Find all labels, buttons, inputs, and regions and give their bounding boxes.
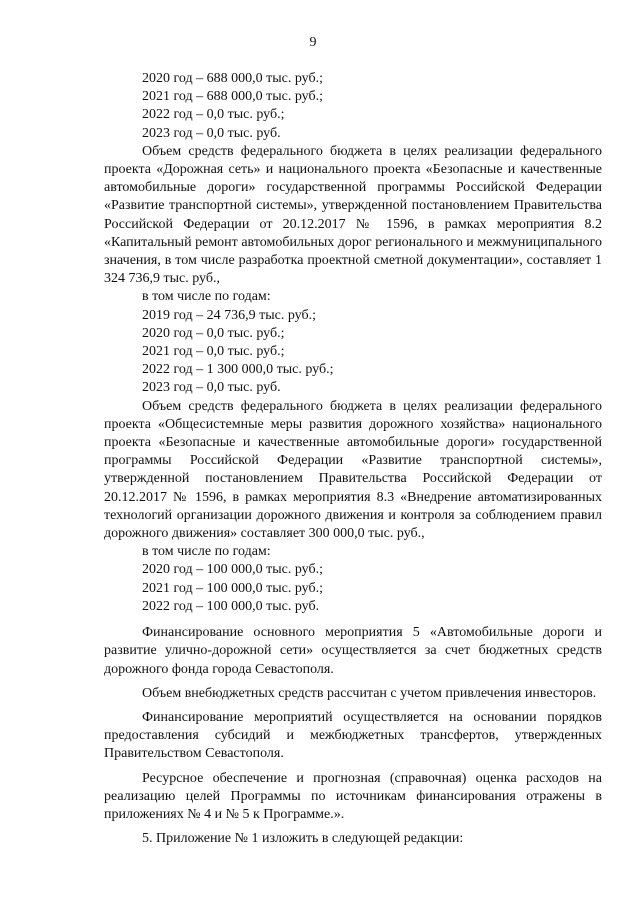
year-line: 2021 год – 688 000,0 тыс. руб.;	[142, 89, 323, 105]
paragraph-resources: Ресурсное обеспечение и прогнозная (справочная) оценка расходов на реализацию целей Программы по источникам финансирования отражены в приложениях № 4 и № 5 к Программе.».	[104, 770, 602, 822]
year-line: 2023 год – 0,0 тыс. руб.	[142, 125, 281, 141]
including-by-years: в том числе по годам:	[142, 544, 271, 560]
year-line: 2023 год – 0,0 тыс. руб.	[142, 380, 281, 396]
year-line: 2021 год – 100 000,0 тыс. руб.;	[142, 580, 323, 596]
year-line: 2022 год – 0,0 тыс. руб.;	[142, 107, 285, 123]
paragraph-appendix: 5. Приложение № 1 изложить в следующей редакции:	[142, 831, 464, 847]
paragraph-extrabudgetary: Объем внебюджетных средств рассчитан с учетом привлечения инвесторов.	[142, 685, 597, 701]
including-by-years: в том числе по годам:	[142, 289, 271, 305]
year-line: 2022 год – 1 300 000,0 тыс. руб.;	[142, 362, 334, 378]
paragraph-financing-basis: Финансирование мероприятий осуществляется на основании порядков предоставления субсидий и межбюджетных трансфертов, утвержденных Правительством Севастополя.	[104, 709, 602, 762]
paragraph-road-network: Объем средств федерального бюджета в целях реализации федерального проекта «Дорожная сеть» и национального проекта «Безопасные и качественные автомобильные дороги» государственной программы Российской Федерации «Развитие транспортной системы», утвержденной постановлением Правительства Российской Федерации от 20.12.2017 № 1596, в рамках мероприятия 8.2 «Капитальный ремонт автомобильных дорог регионального и межмуниципального значения, в том числе разработка проектной сметной документации», составляет 1 324 736,9 тыс. руб.,	[104, 143, 602, 287]
paragraph-system-measures: Объем средств федерального бюджета в целях реализации федерального проекта «Общесистемные меры развития дорожного хозяйства» национального проекта «Безопасные и качественные автомобильные дороги» государственной программы Российской Федерации «Развитие транспортной системы», утвержденной постановлением Правительства Российской Федерации от 20.12.2017 № 1596, в рамках мероприятия 8.3 «Внедрение автоматизированных технологий организации дорожного движения и контроля за соблюдением правил дорожного движения» составляет 300 000,0 тыс. руб.,	[104, 398, 602, 542]
document-body	[104, 70, 602, 848]
page-number: 9	[309, 35, 317, 50]
year-line: 2022 год – 100 000,0 тыс. руб.	[142, 598, 320, 614]
year-line: 2020 год – 688 000,0 тыс. руб.;	[142, 71, 323, 86]
year-line: 2020 год – 100 000,0 тыс. руб.;	[142, 562, 323, 578]
paragraph-financing-measure5: Финансирование основного мероприятия 5 «Автомобильные дороги и развитие улично-дорожной сети» осуществляется за счет бюджетных средств дорожного фонда города Севастополя.	[104, 625, 602, 677]
year-line: 2020 год – 0,0 тыс. руб.;	[142, 325, 285, 341]
year-line: 2019 год – 24 736,9 тыс. руб.;	[142, 307, 316, 323]
year-line: 2021 год – 0,0 тыс. руб.;	[142, 344, 285, 360]
